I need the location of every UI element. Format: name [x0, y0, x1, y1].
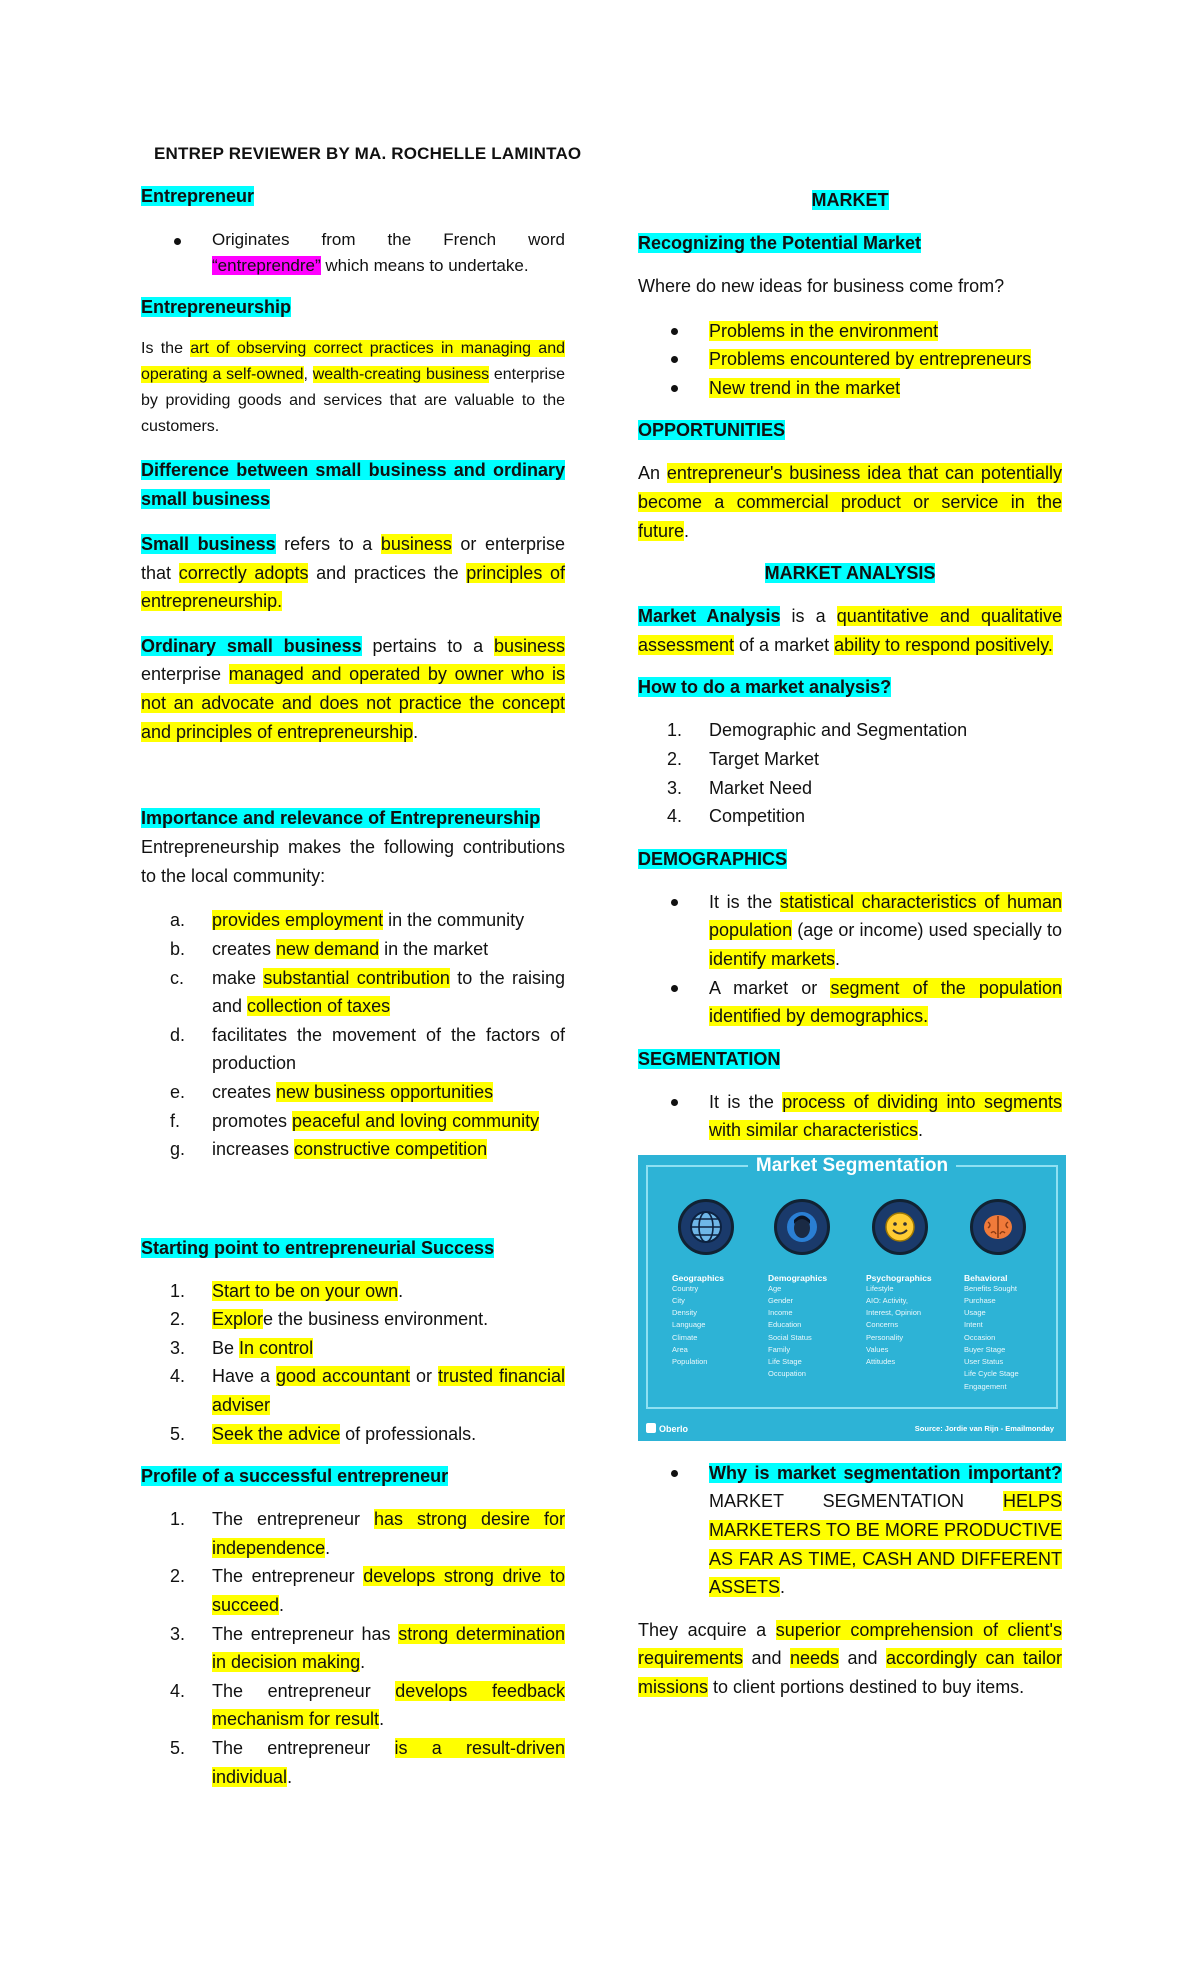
- idea-sources-list: [638, 317, 1062, 403]
- bullet-icon: [671, 385, 678, 392]
- starting-point-list: [141, 1277, 565, 1449]
- importance-intro: Entrepreneurship makes the following contributions to the local community:: [141, 837, 565, 886]
- list-item: 1. Start to be on your own.: [170, 1280, 404, 1301]
- profile-heading: Profile of a successful entrepreneur: [141, 1466, 449, 1487]
- ideas-question: Where do new ideas for business come from?: [638, 276, 1005, 296]
- list-item: Problems encountered by entrepreneurs: [638, 345, 1062, 374]
- demographics-list: [638, 888, 1062, 1031]
- bullet-icon: [671, 328, 678, 335]
- recognizing-heading: Recognizing the Potential Market: [638, 233, 922, 253]
- segmentation-heading: SEGMENTATION: [638, 1048, 781, 1069]
- smiley-icon: [872, 1199, 928, 1255]
- list-item: f. promotes peaceful and loving community: [170, 1110, 540, 1131]
- infographic-title: Market Segmentation: [748, 1155, 956, 1176]
- starting-point-heading: Starting point to entrepreneurial Success: [141, 1237, 495, 1258]
- list-item: e. creates new business opportunities: [170, 1081, 494, 1102]
- profile-list: [141, 1505, 565, 1791]
- oberlo-logo: Oberlo: [646, 1423, 688, 1434]
- market-analysis-heading: MARKET ANALYSIS: [764, 563, 936, 584]
- list-item: 4. Have a good accountant or trusted financial adviser: [170, 1366, 565, 1416]
- entrepreneurship-definition: Is the art of observing correct practices in managing and operating a self-owned, wealth-creating business enterprise by providing goods and services that are valuable to the customers.: [141, 340, 566, 435]
- list-item: 3. Market Need: [667, 777, 813, 798]
- segment-demographics: Demographics Age Gender Income Education Social Status Family Life Stage Occupation: [754, 1199, 850, 1381]
- list-item: 3. The entrepreneur has strong determination in decision making.: [170, 1623, 565, 1673]
- list-item: Originates from the French word “entreprendre” which means to undertake.: [141, 227, 565, 279]
- bullet-icon: [671, 985, 678, 992]
- market-analysis-paragraph: Market Analysis is a quantitative and qualitative assessment of a market ability to respond positively.: [638, 606, 1062, 655]
- list-item: 1. Demographic and Segmentation: [667, 720, 968, 741]
- segmentation-list: [638, 1088, 1062, 1145]
- segment-geographics: Geographics Country City Density Language Climate Area Population: [658, 1199, 754, 1368]
- list-item: 4. The entrepreneur develops feedback mechanism for result.: [170, 1680, 566, 1730]
- why-segmentation-list: [638, 1459, 1062, 1602]
- segment-behavioral: Behavioral Benefits Sought Purchase Usage Intent Occasion Buyer Stage User Status Life Cycle Stage Engagement: [950, 1199, 1046, 1393]
- list-item: 2. Target Market: [667, 748, 820, 769]
- list-item: Problems in the environment: [638, 317, 1062, 346]
- list-item: 3. Be In control: [170, 1337, 314, 1358]
- ordinary-small-business-paragraph: Ordinary small business pertains to a business enterprise managed and operated by owner who is not an advocate and does not practice the concept and principles of entrepreneurship.: [141, 635, 566, 742]
- brain-icon: [970, 1199, 1026, 1255]
- list-item: a. provides employment in the community: [170, 910, 525, 931]
- infographic-source: Source: Jordie van Rijn - Emailmonday: [914, 1423, 1054, 1433]
- opportunities-heading: OPPORTUNITIES: [638, 420, 786, 441]
- globe-icon: [678, 1199, 734, 1255]
- bullet-icon: [671, 1099, 678, 1106]
- entrepreneur-list: [141, 227, 565, 279]
- bullet-icon: [671, 899, 678, 906]
- bullet-icon: [671, 1470, 678, 1477]
- list-item: 2. Explore the business environment.: [170, 1309, 489, 1330]
- list-item: g. increases constructive competition: [170, 1139, 488, 1160]
- how-to-list: [638, 716, 1062, 830]
- list-item: A market or segment of the population identified by demographics.: [638, 974, 1062, 1031]
- demographics-heading: DEMOGRAPHICS: [638, 848, 788, 869]
- entrepreneurship-heading: Entrepreneurship: [141, 297, 292, 317]
- list-item: New trend in the market: [638, 374, 1062, 403]
- list-item: 2. The entrepreneur develops strong drive to succeed.: [170, 1566, 566, 1616]
- list-item: 5. The entrepreneur is a result-driven individual.: [170, 1738, 566, 1787]
- contributions-list: [141, 906, 565, 1163]
- they-acquire-paragraph: They acquire a superior comprehension of client's requirements and needs and accordingly can tailor missions to client portions destined to buy items.: [638, 1619, 1062, 1698]
- bullet-icon: [174, 238, 181, 245]
- list-item: It is the statistical characteristics of human population (age or income) used specially to identify markets.: [638, 888, 1062, 974]
- right-column: [638, 182, 1062, 1702]
- list-item: d. facilitates the movement of the factors of production: [170, 1024, 565, 1074]
- infographic-footer: [638, 1413, 1066, 1441]
- bullet-icon: [671, 356, 678, 363]
- small-business-paragraph: Small business refers to a business or enterprise that correctly adopts and practices the principles of entrepreneurship.: [141, 534, 566, 612]
- how-to-heading: How to do a market analysis?: [638, 677, 892, 698]
- list-item: c. make substantial contribution to the raising and collection of taxes: [170, 967, 565, 1017]
- list-item: 4. Competition: [667, 806, 806, 827]
- entrepreneur-heading: Entrepreneur: [141, 186, 255, 206]
- left-column: [141, 182, 565, 1791]
- market-heading: MARKET: [811, 190, 889, 210]
- difference-heading: Difference between small business and ordinary small business: [141, 460, 565, 509]
- list-item: 1. The entrepreneur has strong desire for independence.: [170, 1509, 565, 1558]
- person-icon: [774, 1199, 830, 1255]
- opportunities-paragraph: An entrepreneur's business idea that can potentially become a commercial product or service in the future.: [638, 463, 1062, 541]
- logo-icon: [646, 1423, 656, 1433]
- list-item: b. creates new demand in the market: [170, 938, 489, 959]
- document-title: ENTREP REVIEWER BY MA. ROCHELLE LAMINTAO: [154, 144, 582, 163]
- segment-psychographics: Psychographics Lifestyle AIO: Activity, Interest, Opinion Concerns Personality Values Attitudes: [852, 1199, 948, 1368]
- list-item: Why is market segmentation important? MARKET SEGMENTATION HELPS MARKETERS TO BE MORE PRODUCTIVE AS FAR AS TIME, CASH AND DIFFERENT ASSETS.: [638, 1459, 1062, 1602]
- importance-heading: Importance and relevance of Entrepreneurship: [141, 808, 541, 829]
- market-segmentation-infographic: [638, 1155, 1066, 1441]
- list-item: It is the process of dividing into segments with similar characteristics.: [638, 1088, 1062, 1145]
- list-item: 5. Seek the advice of professionals.: [170, 1423, 477, 1444]
